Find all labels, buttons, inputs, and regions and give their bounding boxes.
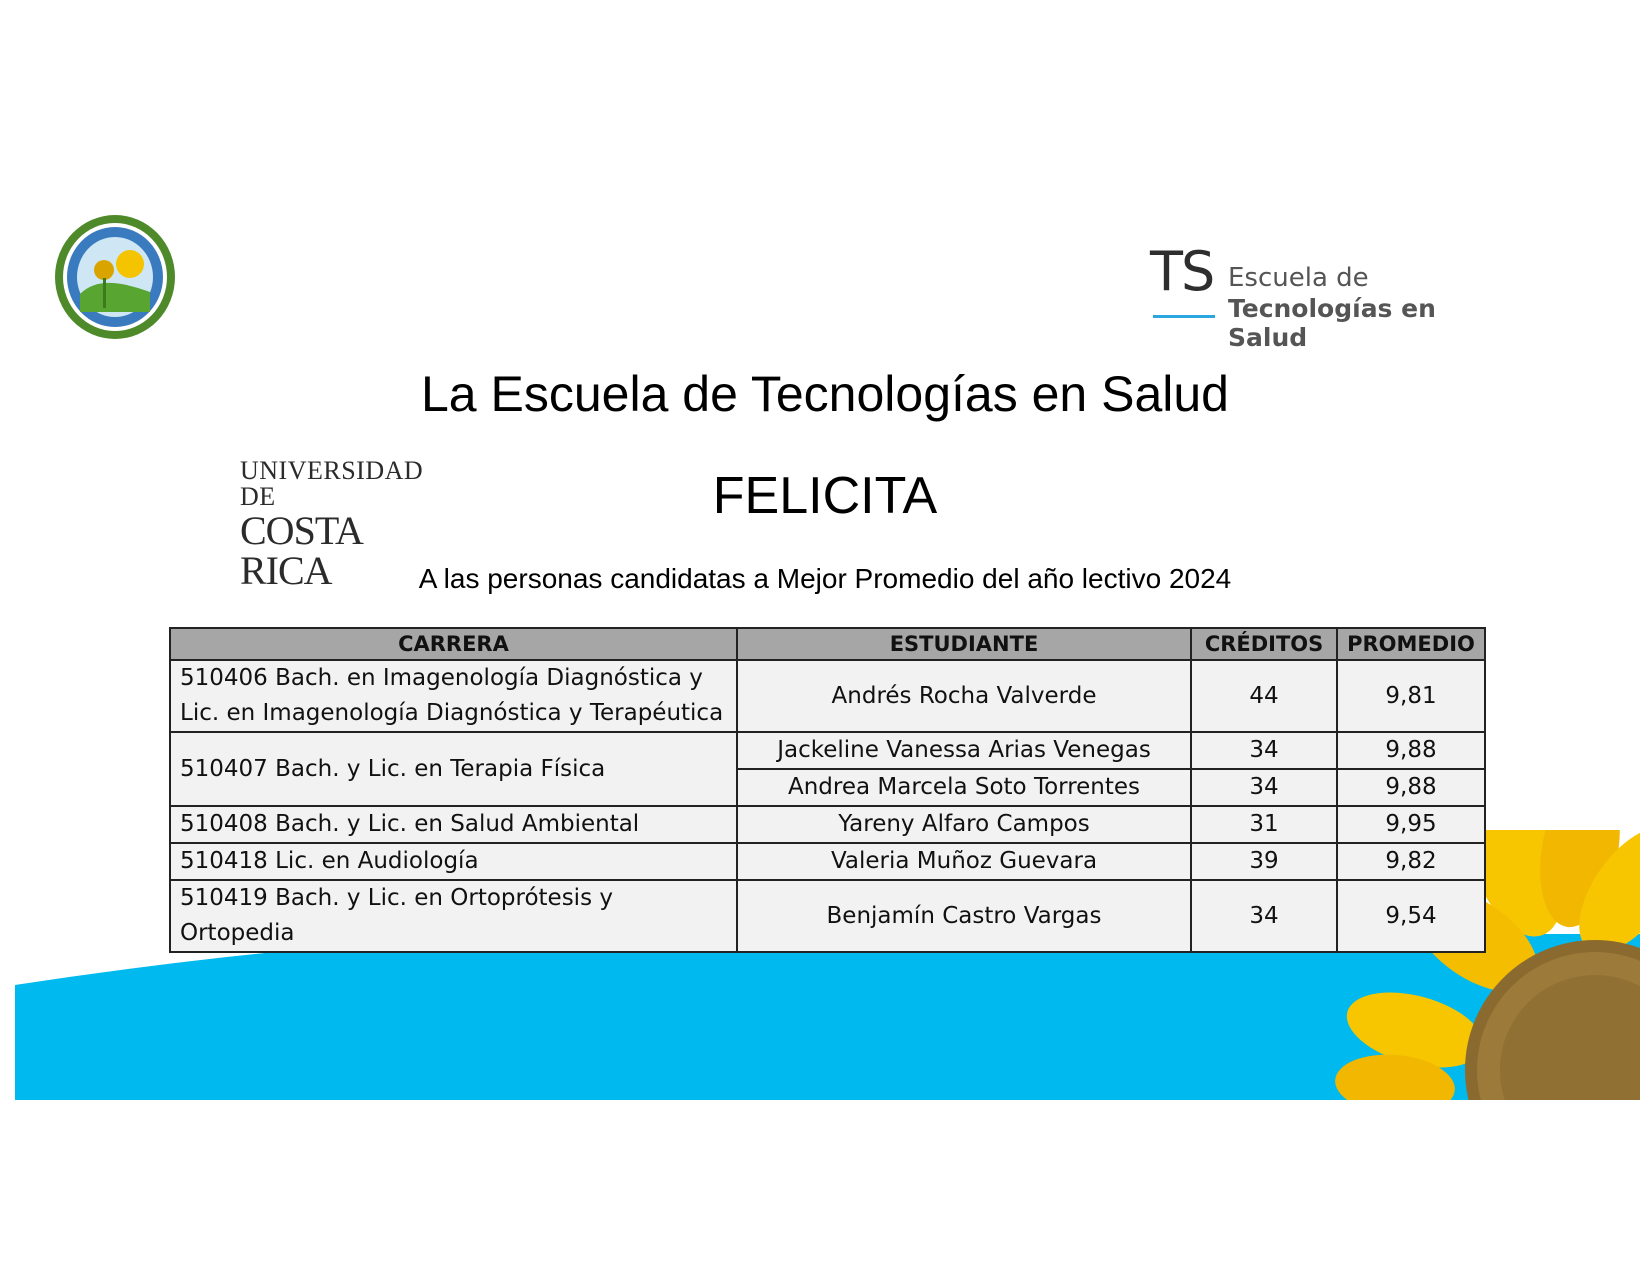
- cell-creditos: 39: [1191, 843, 1337, 880]
- cell-carrera: 510419 Bach. y Lic. en Ortoprótesis y Ortopedia: [170, 880, 737, 952]
- ts-logo-line2: Tecnologías en Salud: [1228, 294, 1436, 352]
- table-row: [170, 843, 1485, 880]
- cell-carrera: 510418 Lic. en Audiología: [170, 843, 737, 880]
- cell-creditos: 34: [1191, 880, 1337, 952]
- cell-promedio: 9,81: [1337, 660, 1485, 732]
- cell-estudiante: Andrea Marcela Soto Torrentes: [737, 769, 1191, 806]
- table-row: [170, 880, 1485, 952]
- ucr-wordmark-line1: UNIVERSIDAD DE: [240, 456, 424, 511]
- page-title: La Escuela de Tecnologías en Salud: [420, 366, 1229, 422]
- ucr-wordmark-line2: COSTA RICA: [240, 508, 361, 593]
- cell-estudiante: Andrés Rocha Valverde: [737, 660, 1191, 732]
- cell-carrera: 510408 Bach. y Lic. en Salud Ambiental: [170, 806, 737, 843]
- cell-estudiante: Jackeline Vanessa Arias Venegas: [737, 732, 1191, 769]
- cell-estudiante: Valeria Muñoz Guevara: [737, 843, 1191, 880]
- cell-carrera: 510406 Bach. en Imagenología Diagnóstica y Lic. en Imagenología Diagnóstica y Terapéutica: [170, 660, 737, 732]
- cell-creditos: 34: [1191, 769, 1337, 806]
- table-row: [170, 660, 1485, 732]
- cell-creditos: 44: [1191, 660, 1337, 732]
- header-estudiante: ESTUDIANTE: [737, 628, 1191, 660]
- cell-carrera: 510407 Bach. y Lic. en Terapia Física: [170, 732, 737, 806]
- cell-promedio: 9,82: [1337, 843, 1485, 880]
- header-creditos: CRÉDITOS: [1191, 628, 1337, 660]
- ts-logo: [1150, 240, 1490, 352]
- cell-creditos: 31: [1191, 806, 1337, 843]
- cell-promedio: 9,88: [1337, 769, 1485, 806]
- cell-promedio: 9,54: [1337, 880, 1485, 952]
- candidates-table: [169, 627, 1486, 953]
- felicita-heading: FELICITA: [712, 467, 938, 525]
- ts-underline: [1153, 315, 1215, 318]
- cell-promedio: 9,88: [1337, 732, 1485, 769]
- table-header-row: [170, 628, 1485, 660]
- cell-estudiante: Benjamín Castro Vargas: [737, 880, 1191, 952]
- ucr-seal-icon: [52, 212, 178, 342]
- ucr-logo: [52, 212, 424, 593]
- header-promedio: PROMEDIO: [1337, 628, 1485, 660]
- cell-promedio: 9,95: [1337, 806, 1485, 843]
- cell-estudiante: Yareny Alfaro Campos: [737, 806, 1191, 843]
- ts-mark: TS: [1150, 240, 1214, 303]
- table-row: [170, 806, 1485, 843]
- ts-logo-line1: Escuela de: [1228, 263, 1369, 293]
- table-row: [170, 732, 1485, 769]
- subtitle: A las personas candidatas a Mejor Promedio del año lectivo 2024: [418, 563, 1232, 594]
- cell-creditos: 34: [1191, 732, 1337, 769]
- header-carrera: CARRERA: [170, 628, 737, 660]
